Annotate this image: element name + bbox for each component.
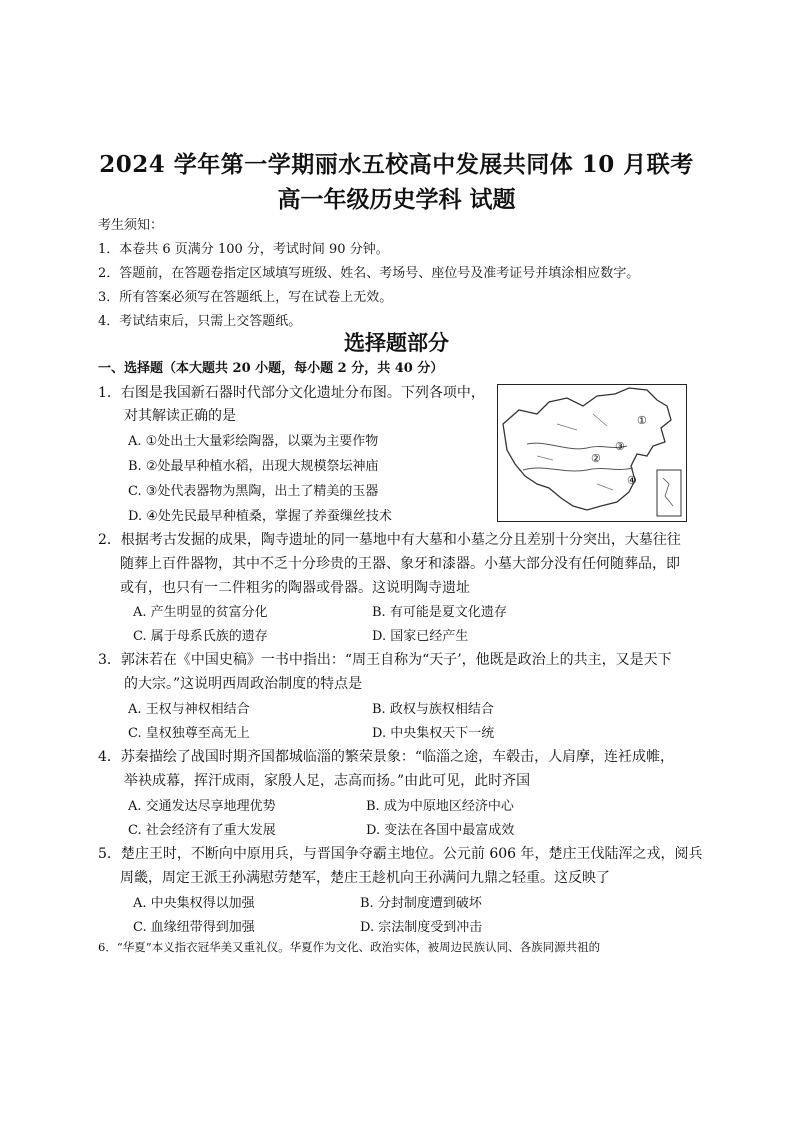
notice-item: 3．所有答案必须写在答题纸上，写在试卷上无效。 — [98, 290, 393, 305]
question-3-stem: 3．郭沫若在《中国史稿》一书中指出：“周王自称为“天子’，他既是政治上的共主，又是天下 — [98, 652, 672, 668]
question-3-option-c: C. 皇权独尊至高无上 — [128, 726, 250, 741]
map-marker-1: ① — [637, 414, 647, 427]
map-marker-4: ④ — [627, 474, 637, 487]
question-1-option-d: D. ④处先民最早种植桑，掌握了养蚕缫丝技术 — [128, 509, 392, 524]
question-3-option-d: D. 中央集权天下一统 — [372, 726, 495, 741]
question-2-stem: 或有，也只有一二件粗劣的陶器或骨器。这说明陶寺遗址 — [120, 580, 470, 596]
question-2-option-b: B. 有可能是夏文化遗存 — [372, 605, 507, 620]
question-4-option-c: C. 社会经济有了重大发展 — [128, 823, 276, 838]
question-4-option-d: D. 变法在各国中最富成效 — [366, 823, 515, 838]
question-3-stem: 的大宗。”这说明西周政治制度的特点是 — [124, 676, 363, 692]
notice-item: 1．本卷共 6 页满分 100 分，考试时间 90 分钟。 — [98, 242, 389, 257]
map-marker-2: ② — [591, 452, 601, 465]
question-2-stem: 2．根据考古发掘的成果，陶寺遗址的同一墓地中有大墓和小墓之分且差别十分突出，大墓往往 — [98, 532, 681, 548]
question-2-option-c: C. 属于母系氏族的遗存 — [133, 629, 268, 644]
question-5-option-c: C. 血缘纽带得到加强 — [133, 920, 255, 935]
question-2-option-d: D. 国家已经产生 — [372, 629, 469, 644]
map-marker-3: ③ — [615, 440, 625, 453]
notice-item: 4．考试结束后，只需上交答题纸。 — [98, 314, 302, 329]
section-instruction: 一、选择题（本大题共 20 小题，每小题 2 分，共 40 分） — [98, 361, 444, 376]
question-5-option-d: D. 宗法制度受到冲击 — [360, 920, 483, 935]
question-1-option-b: B. ②处最早种植水稻，出现大规模祭坛神庙 — [128, 459, 379, 474]
question-5-option-a: A. 中央集权得以加强 — [133, 896, 255, 911]
exam-title-line1: 2024 学年第一学期丽水五校高中发展共同体 10 月联考 — [99, 151, 694, 178]
question-3-option-b: B. 政权与族权相结合 — [372, 702, 494, 717]
question-1-stem: 对其解读正确的是 — [124, 408, 236, 424]
question-3-option-a: A. 王权与神权相结合 — [128, 702, 250, 717]
neolithic-sites-map — [497, 384, 687, 522]
question-5-stem: 周畿，周定王派王孙满慰劳楚军，楚庄王趁机向王孙满问九鼎之轻重。这反映了 — [120, 870, 610, 886]
question-1-stem: 1．右图是我国新石器时代部分文化遗址分布图。下列各项中， — [98, 385, 485, 401]
notice-heading: 考生须知： — [98, 218, 164, 233]
question-4-option-a: A. 交通发达尽享地理优势 — [128, 799, 276, 814]
question-1-option-c: C. ③处代表器物为黑陶，出土了精美的玉器 — [128, 484, 379, 499]
question-4-option-b: B. 成为中原地区经济中心 — [366, 799, 514, 814]
question-5-option-b: B. 分封制度遭到破坏 — [360, 896, 482, 911]
question-6-stem: 6．“华夏”本义指衣冠华美又重礼仪。华夏作为文化、政治实体，被周边民族认同、各族同源共祖的 — [98, 940, 601, 954]
question-2-option-a: A. 产生明显的贫富分化 — [133, 605, 268, 620]
question-5-stem: 5．楚庄王时，不断向中原用兵，与晋国争夺霸主地位。公元前 606 年，楚庄王伐陆浑之戎，阅兵 — [98, 846, 703, 862]
notice-item: 2．答题前，在答题卷指定区域填写班级、姓名、考场号、座位号及准考证号并填涂相应数字。 — [98, 266, 640, 281]
south-sea-inset — [657, 470, 681, 516]
question-4-stem: 举袂成幕，挥汗成雨，家殷人足，志高而扬。”由此可见，此时齐国 — [124, 773, 531, 789]
section-title: 选择题部分 — [344, 330, 449, 355]
question-2-stem: 随葬上百件器物，其中不乏十分珍贵的王器、象牙和漆器。小墓大部分没有任何随葬品，即 — [120, 556, 680, 572]
exam-title-line2: 高一年级历史学科 试题 — [277, 186, 516, 213]
question-4-stem: 4．苏秦描绘了战国时期齐国都城临淄的繁荣景象：“临淄之途，车毂击，人肩摩，连衽成帷， — [98, 749, 675, 765]
question-1-option-a: A. ①处出土大量彩绘陶器，以粟为主要作物 — [128, 434, 379, 449]
